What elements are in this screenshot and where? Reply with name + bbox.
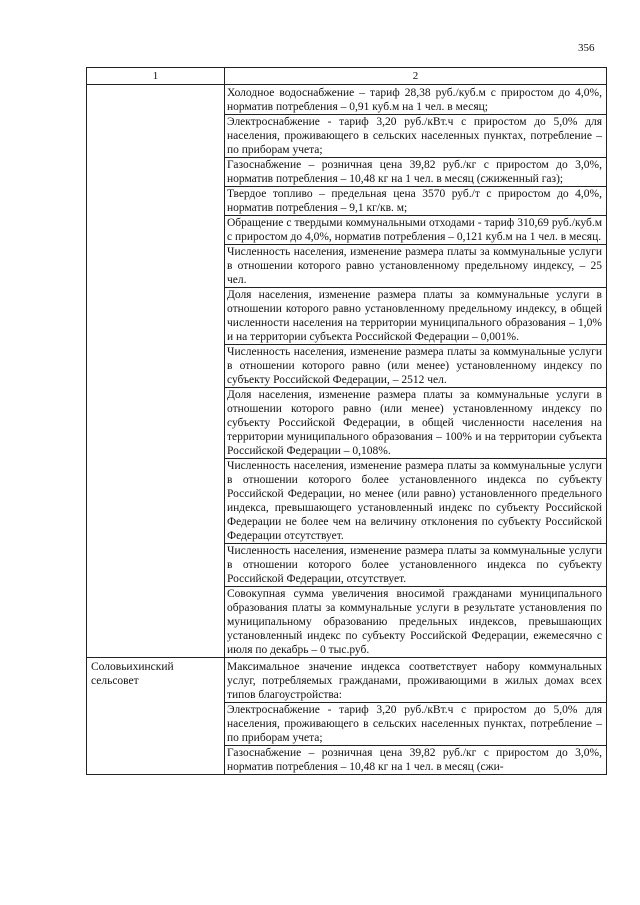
- column-header-1: 1: [87, 68, 225, 85]
- paragraph-share-index: Доля населения, изменение размера платы за коммунальные услуги в отношении которого равно (или менее) установленному индексу по субъекту Российской Федерации, в общей численности населения на территории муниципального образования – 100% и на территории субъекта Российской Федерации – 0,108%.: [225, 388, 606, 459]
- row-1-name-cell: [87, 85, 225, 658]
- table-row: [87, 658, 607, 775]
- row-1-name: [87, 85, 224, 87]
- paragraph-gas: Газоснабжение – розничная цена 39,82 руб./кг с приростом до 3,0%, норматив потребления – 10,48 кг на 1 чел. в месяц (сжиженный газ);: [225, 158, 606, 187]
- row-2-name: Соловьихинский сельсовет: [91, 661, 174, 687]
- paragraph-population-index: Численность населения, изменение размера платы за коммунальные услуги в отношении которого равно (или менее) установленному индексу по субъекту Российской Федерации, – 2512 чел.: [225, 345, 606, 388]
- table-header-row: [87, 68, 607, 85]
- paragraph-population-above: Численность населения, изменение размера платы за коммунальные услуги в отношении которого более установленного индекса по субъекту Российской Федерации, отсутствует.: [225, 544, 606, 587]
- paragraph-share-limit: Доля населения, изменение размера платы за коммунальные услуги в отношении которого равно установленному предельному индексу, в общей численности населения на территории муниципального образования – 1,0% и на территории субъекта Российской Федерации – 0,001%.: [225, 288, 606, 345]
- row-2-description-cell: [225, 658, 607, 775]
- paragraph-population-limit: Численность населения, изменение размера платы за коммунальные услуги в отношении которого равно установленному предельному индексу, – 25 чел.: [225, 245, 606, 288]
- page-number: 356: [578, 42, 595, 54]
- paragraph-cold-water: Холодное водоснабжение – тариф 28,38 руб./куб.м с приростом до 4,0%, норматив потребления – 0,91 куб.м на 1 чел. в месяц;: [225, 85, 606, 115]
- paragraph-population-deviation: Численность населения, изменение размера платы за коммунальные услуги в отношении которого более установленного индекса по субъекту Российской Федерации, но менее (или равно) установленного предельного индекса, превышающего установленный индекс по субъекту Российской Федерации не более чем на величину отклонения по субъекту Российской Федерации отсутствует.: [225, 459, 606, 544]
- paragraph-gas-2: Газоснабжение – розничная цена 39,82 руб./кг с приростом до 3,0%, норматив потребления – 10,48 кг на 1 чел. в месяц (сжи-: [227, 747, 602, 773]
- paragraph-electricity-2: Электроснабжение - тариф 3,20 руб./кВт.ч с приростом до 5,0% для населения, проживающего в сельских населенных пунктах, потребление – по приборам учета;: [225, 703, 606, 746]
- row-2-name-cell: [87, 658, 225, 775]
- table-row: [87, 85, 607, 658]
- document-table: [86, 67, 607, 775]
- paragraph-total-sum: Совокупная сумма увеличения вносимой гражданами муниципального образования платы за коммунальные услуги в результате установления по муниципальному образованию предельных индексов, превышающих установленный индекс по субъекту Российской Федерации, ежемесячно с июля по декабрь – 0 тыс.руб.: [227, 588, 602, 656]
- paragraph-electricity: Электроснабжение - тариф 3,20 руб./кВт.ч с приростом до 5,0% для населения, проживающего в сельских населенных пунктах, потребление – по приборам учета;: [225, 115, 606, 158]
- paragraph-solid-fuel: Твердое топливо – предельная цена 3570 руб./т с приростом до 4,0%, норматив потребления – 9,1 кг/кв. м;: [225, 187, 606, 216]
- paragraph-max-index: Максимальное значение индекса соответствует набору коммунальных услуг, потребляемых гражданами, проживающими в жилых домах всех типов благоустройства:: [225, 658, 606, 703]
- paragraph-solid-waste: Обращение с твердыми коммунальными отходами - тариф 310,69 руб./куб.м с приростом до 4,0%, норматив потребления – 0,121 куб.м на 1 чел. в месяц.: [225, 216, 606, 245]
- row-1-description-cell: [225, 85, 607, 658]
- column-header-2: 2: [225, 68, 607, 85]
